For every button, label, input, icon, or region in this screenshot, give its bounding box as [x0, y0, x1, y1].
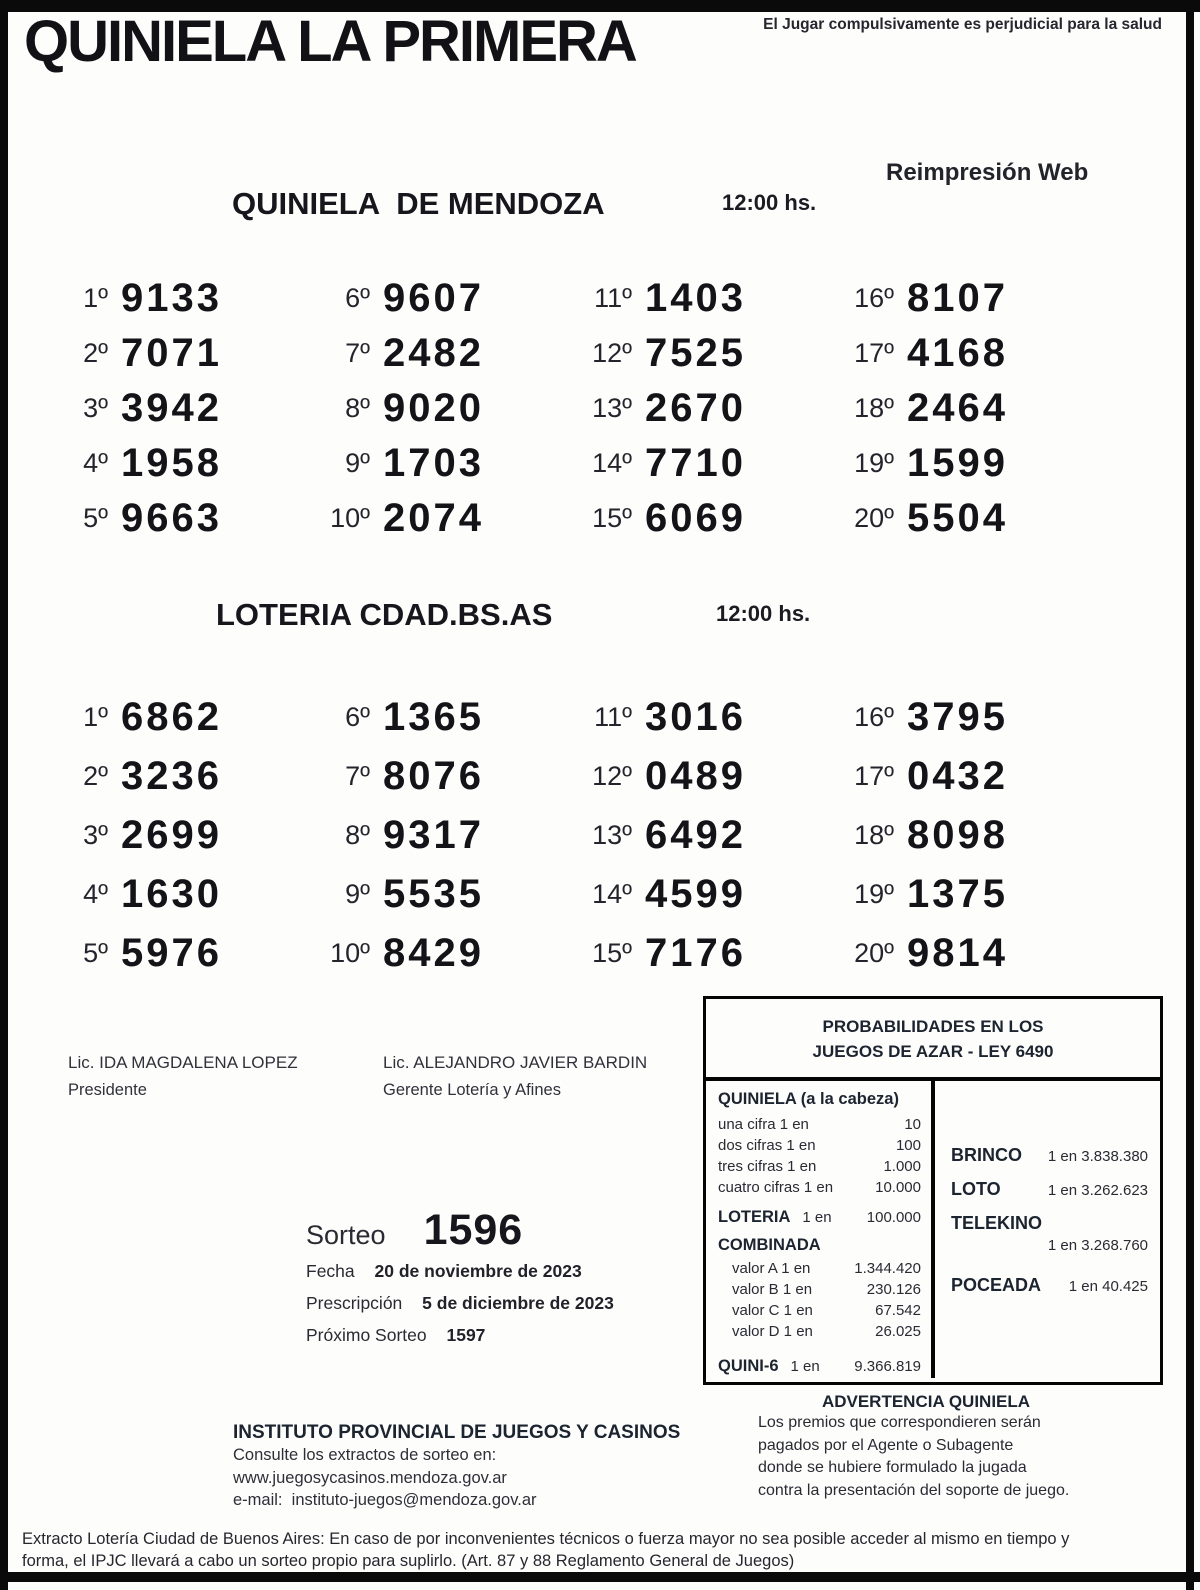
probability-label: valor A 1 en — [732, 1260, 811, 1277]
result-row — [56, 436, 318, 491]
probability-game-name: POCEADA — [951, 1275, 1042, 1295]
signature-president — [68, 1053, 298, 1100]
institute-website: www.juegosycasinos.mendoza.gov.ar — [233, 1468, 507, 1487]
probability-odds-prefix: 1 en — [802, 1209, 832, 1226]
result-number: 3016 — [645, 695, 746, 739]
result-position: 14º — [592, 879, 632, 909]
result-number: 0432 — [907, 754, 1008, 798]
result-row — [842, 806, 1104, 865]
result-number: 8429 — [383, 931, 484, 975]
result-position: 5º — [83, 503, 108, 533]
result-number: 9133 — [121, 276, 222, 320]
probability-label: valor D 1 en — [732, 1323, 813, 1340]
probabilities-left-column — [706, 1081, 935, 1378]
result-row — [842, 865, 1104, 924]
probability-odds-value: 230.126 — [866, 1281, 921, 1298]
probability-odds-value: 100.000 — [866, 1209, 921, 1226]
game-odds-row — [951, 1179, 1148, 1200]
result-row — [318, 924, 580, 983]
result-position: 6º — [345, 283, 370, 313]
result-row — [580, 688, 842, 747]
result-row — [842, 381, 1104, 436]
draw-number-row — [306, 1206, 614, 1255]
quiniela-warning-line: donde se hubiere formulado la jugada — [758, 1459, 1027, 1476]
frame-left-border — [0, 0, 8, 1590]
result-number: 7710 — [645, 441, 746, 485]
probability-game-name: TELEKINO — [951, 1213, 1043, 1233]
result-number: 2482 — [383, 331, 484, 375]
game-odds-row — [951, 1275, 1148, 1296]
result-position: 3º — [83, 820, 108, 850]
probability-row — [718, 1258, 921, 1279]
result-number: 3795 — [907, 695, 1008, 739]
probability-odds-value: 1 en 40.425 — [1068, 1278, 1148, 1295]
result-number: 1958 — [121, 441, 222, 485]
result-row — [842, 747, 1104, 806]
result-row — [318, 436, 580, 491]
result-position: 9º — [345, 879, 370, 909]
result-position: 17º — [854, 338, 894, 368]
draw-date-value: 20 de noviembre de 2023 — [374, 1261, 582, 1281]
mendoza-results-grid — [56, 271, 1116, 546]
result-number: 2464 — [907, 386, 1008, 430]
result-row — [580, 326, 842, 381]
result-position: 7º — [345, 338, 370, 368]
result-row — [56, 491, 318, 546]
result-row — [318, 806, 580, 865]
health-warning-text: El Jugar compulsivamente es perjudicial para la salud — [763, 16, 1162, 33]
result-number: 4168 — [907, 331, 1008, 375]
probability-odds-value: 1 en 3.262.623 — [1047, 1182, 1148, 1199]
result-position: 15º — [592, 938, 632, 968]
result-row — [580, 924, 842, 983]
signature-name: Lic. ALEJANDRO JAVIER BARDIN — [383, 1053, 648, 1072]
mendoza-draw-time: 12:00 hs. — [722, 190, 817, 215]
result-position: 16º — [854, 283, 894, 313]
result-number: 6069 — [645, 496, 746, 540]
result-position: 10º — [330, 938, 370, 968]
signature-role: Presidente — [68, 1081, 147, 1099]
result-position: 15º — [592, 503, 632, 533]
result-row — [56, 924, 318, 983]
probability-label: una cifra 1 en — [718, 1116, 809, 1133]
result-number: 9020 — [383, 386, 484, 430]
prescription-label: Prescripción — [306, 1293, 403, 1313]
probability-label: cuatro cifras 1 en — [718, 1179, 834, 1196]
result-position: 5º — [83, 938, 108, 968]
probability-row — [718, 1300, 921, 1321]
result-row — [56, 806, 318, 865]
footer-disclaimer-line: forma, el IPJC llevará a cabo un sorteo propio para suplirlo. (Art. 87 y 88 Reglamento General de Juegos) — [22, 1552, 795, 1570]
prescription-value: 5 de diciembre de 2023 — [422, 1293, 614, 1313]
result-position: 18º — [854, 820, 894, 850]
probabilities-right-column — [935, 1081, 1160, 1378]
next-draw-label: Próximo Sorteo — [306, 1325, 427, 1345]
signature-manager — [383, 1053, 647, 1100]
result-row — [580, 381, 842, 436]
result-row — [580, 491, 842, 546]
result-number: 1703 — [383, 441, 484, 485]
result-position: 12º — [592, 338, 632, 368]
quiniela-warning-title: ADVERTENCIA QUINIELA — [821, 1392, 1031, 1411]
next-draw-row — [306, 1319, 614, 1351]
prescription-row — [306, 1287, 614, 1319]
result-row — [580, 271, 842, 326]
quiniela-warning-block — [758, 1392, 1094, 1502]
result-row — [842, 491, 1104, 546]
probability-label: valor B 1 en — [732, 1281, 813, 1298]
probability-label: valor C 1 en — [732, 1302, 813, 1319]
game-odds-row — [951, 1145, 1148, 1166]
result-position: 2º — [83, 761, 108, 791]
result-number: 1403 — [645, 276, 746, 320]
draw-number-label: Sorteo — [306, 1220, 386, 1250]
result-number: 2699 — [121, 813, 222, 857]
result-row — [580, 806, 842, 865]
result-number: 7071 — [121, 331, 222, 375]
result-row — [842, 924, 1104, 983]
bsas-draw-time: 12:00 hs. — [716, 601, 811, 626]
probability-odds-value: 1.344.420 — [854, 1260, 921, 1277]
result-position: 11º — [594, 702, 632, 732]
probability-odds-value: 100 — [895, 1137, 921, 1154]
footer-disclaimer-line: Extracto Lotería Ciudad de Buenos Aires: En caso de por inconvenientes técnicos o fuerza mayor no sea posible acceder al mismo en tiempo y — [22, 1530, 1070, 1548]
probability-game-name: QUINI-6 — [718, 1357, 779, 1375]
probabilities-title-line2: JUEGOS DE AZAR - LEY 6490 — [812, 1042, 1054, 1061]
result-number: 5504 — [907, 496, 1008, 540]
result-position: 16º — [854, 702, 894, 732]
result-position: 12º — [592, 761, 632, 791]
probability-row — [718, 1156, 921, 1177]
result-number: 7525 — [645, 331, 746, 375]
result-row — [318, 326, 580, 381]
frame-right-border — [1186, 0, 1194, 1590]
result-position: 18º — [854, 393, 894, 423]
result-row — [580, 747, 842, 806]
probability-odds-prefix: 1 en — [790, 1358, 820, 1375]
result-row — [842, 688, 1104, 747]
bsas-results-grid — [56, 688, 1116, 983]
web-reprint-label: Reimpresión Web — [886, 159, 1089, 186]
result-position: 20º — [854, 503, 894, 533]
result-row — [318, 747, 580, 806]
result-row — [56, 271, 318, 326]
result-number: 1630 — [121, 872, 222, 916]
result-row — [56, 865, 318, 924]
result-number: 3236 — [121, 754, 222, 798]
result-position: 8º — [345, 393, 370, 423]
result-row — [56, 381, 318, 436]
result-position: 3º — [83, 393, 108, 423]
result-number: 9607 — [383, 276, 484, 320]
result-position: 13º — [592, 820, 632, 850]
result-row — [580, 436, 842, 491]
result-number: 3942 — [121, 386, 222, 430]
institute-title: INSTITUTO PROVINCIAL DE JUEGOS Y CASINOS — [233, 1422, 681, 1443]
result-row — [318, 688, 580, 747]
result-row — [842, 436, 1104, 491]
probability-row — [718, 1356, 921, 1377]
result-number: 9317 — [383, 813, 484, 857]
signature-name: Lic. IDA MAGDALENA LOPEZ — [68, 1053, 298, 1072]
probability-odds-value: 1 en 3.268.760 — [1047, 1237, 1148, 1254]
probability-game-name: BRINCO — [951, 1145, 1022, 1165]
probability-odds-value: 1.000 — [883, 1158, 921, 1175]
result-number: 8098 — [907, 813, 1008, 857]
probability-section-header: COMBINADA — [718, 1236, 821, 1254]
probability-label: dos cifras 1 en — [718, 1137, 816, 1154]
probability-odds-value: 10.000 — [875, 1179, 921, 1196]
result-row — [318, 491, 580, 546]
probability-row — [718, 1321, 921, 1342]
probability-row — [718, 1177, 921, 1198]
result-number: 6862 — [121, 695, 222, 739]
result-number: 1375 — [907, 872, 1008, 916]
mendoza-draw-title: QUINIELA DE MENDOZA — [232, 186, 605, 221]
result-number: 4599 — [645, 872, 746, 916]
frame-bottom-border — [0, 1572, 1200, 1582]
result-position: 11º — [594, 283, 632, 313]
result-position: 6º — [345, 702, 370, 732]
result-position: 13º — [592, 393, 632, 423]
result-position: 17º — [854, 761, 894, 791]
quiniela-warning-line: Los premios que correspondieren serán — [758, 1414, 1041, 1431]
game-odds-row — [951, 1213, 1148, 1254]
quiniela-warning-line: pagados por el Agente o Subagente — [758, 1436, 1014, 1454]
result-position: 1º — [83, 283, 108, 313]
next-draw-value: 1597 — [446, 1325, 486, 1345]
result-number: 1599 — [907, 441, 1008, 485]
probabilities-box-title — [706, 999, 1160, 1081]
probability-odds-value: 26.025 — [875, 1323, 921, 1340]
quiniela-warning-line: contra la presentación del soporte de juego. — [758, 1481, 1070, 1499]
result-row — [842, 326, 1104, 381]
institute-email: e-mail: instituto-juegos@mendoza.gov.ar — [233, 1491, 537, 1509]
probability-row — [718, 1279, 921, 1300]
result-number: 7176 — [645, 931, 746, 975]
probability-label: tres cifras 1 en — [718, 1158, 817, 1175]
probability-row — [718, 1207, 921, 1228]
result-position: 1º — [83, 702, 108, 732]
result-position: 19º — [854, 448, 894, 478]
result-row — [318, 381, 580, 436]
result-number: 8107 — [907, 276, 1008, 320]
result-row — [318, 865, 580, 924]
draw-date-row — [306, 1255, 614, 1287]
result-position: 19º — [854, 879, 894, 909]
result-number: 1365 — [383, 695, 484, 739]
draw-date-label: Fecha — [306, 1261, 355, 1281]
probabilities-box — [703, 996, 1163, 1385]
result-position: 2º — [83, 338, 108, 368]
probability-game-name: LOTO — [951, 1179, 1001, 1199]
probabilities-body — [706, 1081, 1160, 1378]
probability-row — [718, 1114, 921, 1135]
institute-consult-line: Consulte los extractos de sorteo en: — [233, 1446, 497, 1464]
result-number: 5535 — [383, 872, 484, 916]
result-row — [842, 271, 1104, 326]
result-position: 8º — [345, 820, 370, 850]
draw-info-block — [306, 1206, 614, 1351]
result-number: 2074 — [383, 496, 484, 540]
probability-odds-value: 9.366.819 — [854, 1358, 921, 1375]
probability-game-name: LOTERIA — [718, 1208, 791, 1226]
result-position: 9º — [345, 448, 370, 478]
result-number: 6492 — [645, 813, 746, 857]
result-number: 8076 — [383, 754, 484, 798]
result-number: 5976 — [121, 931, 222, 975]
result-row — [580, 865, 842, 924]
result-position: 7º — [345, 761, 370, 791]
probability-odds-value: 1 en 3.838.380 — [1047, 1148, 1148, 1165]
draw-number-value: 1596 — [423, 1206, 524, 1254]
result-position: 4º — [83, 879, 108, 909]
probability-section-header: QUINIELA (a la cabeza) — [718, 1090, 899, 1108]
bsas-draw-title: LOTERIA CDAD.BS.AS — [216, 597, 553, 632]
result-row — [56, 688, 318, 747]
result-row — [318, 271, 580, 326]
result-position: 14º — [592, 448, 632, 478]
page-title: QUINIELA LA PRIMERA — [24, 9, 636, 74]
result-position: 10º — [330, 503, 370, 533]
institute-block — [233, 1422, 680, 1512]
result-position: 4º — [83, 448, 108, 478]
result-number: 0489 — [645, 754, 746, 798]
result-row — [56, 747, 318, 806]
probability-odds-value: 67.542 — [875, 1302, 921, 1319]
footer-disclaimer — [22, 1528, 1180, 1572]
result-number: 2670 — [645, 386, 746, 430]
result-position: 20º — [854, 938, 894, 968]
result-number: 9663 — [121, 496, 222, 540]
probability-row — [718, 1135, 921, 1156]
result-number: 9814 — [907, 931, 1008, 975]
probabilities-title-line1: PROBABILIDADES EN LOS — [822, 1017, 1044, 1036]
signature-role: Gerente Lotería y Afines — [383, 1081, 561, 1099]
probability-odds-value: 10 — [904, 1116, 921, 1133]
result-row — [56, 326, 318, 381]
